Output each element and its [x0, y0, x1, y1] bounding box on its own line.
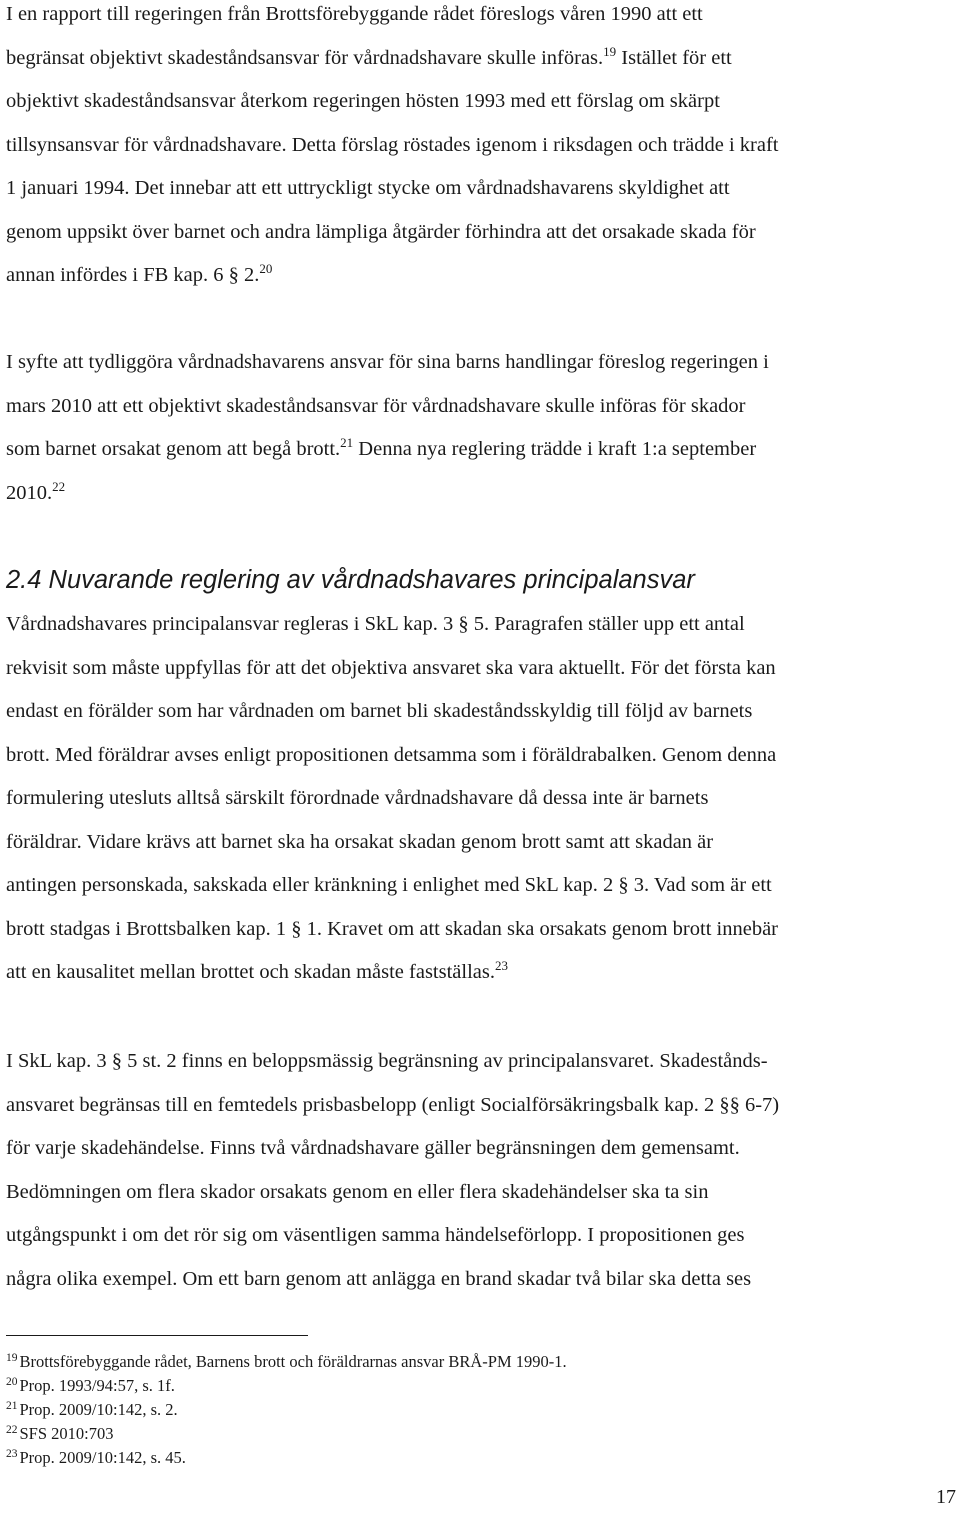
footnote-number: 19 [6, 1352, 18, 1364]
footnote-20 [6, 1374, 567, 1398]
footnote-ref-23[interactable]: 23 [495, 958, 508, 973]
footnote-divider [6, 1335, 308, 1336]
text-line: tillsynsansvar för vårdnadshavare. Detta förslag röstades igenom i riksdagen och trädde i kraft [6, 133, 779, 156]
text-line: I SkL kap. 3 § 5 st. 2 finns en beloppsmässig begränsning av principalansvaret. Skadestånds- [6, 1050, 768, 1072]
text-line: genom uppsikt över barnet och andra lämpliga åtgärder förhindra att det orsakade skada för [6, 220, 756, 243]
text-line: brott stadgas i Brottsbalken kap. 1 § 1. Kravet om att skadan ska orsakats genom brott innebär [6, 917, 778, 940]
footnote-number: 21 [6, 1400, 18, 1412]
text-line: som barnet orsakat genom att begå brott.$^{21}$ Denna nya reglering trädde i kraft 1:a september [6, 435, 757, 460]
text-line: att en kausalitet mellan brottet och skadan måste fastställas.$^{23}$ [6, 958, 508, 983]
footnote-22 [6, 1422, 567, 1446]
text-line: brott. Med föräldrar avses enligt propositionen detsamma som i föräldrabalken. Genom denna [6, 743, 777, 766]
footnote-number: 20 [6, 1376, 18, 1388]
text-line: I en rapport till regeringen från Brottsförebyggande rådet föreslogs våren 1990 att ett [6, 3, 703, 25]
footnotes [6, 1350, 567, 1470]
footnote-23 [6, 1446, 567, 1470]
footnote-ref-21[interactable]: 21 [340, 435, 354, 450]
footnote-ref-19[interactable]: 19 [603, 43, 617, 59]
footnote-text: Brottsförebyggande rådet, Barnens brott och föräldrarnas ansvar BRÅ-PM 1990-1. [19, 1352, 567, 1371]
text-line: mars 2010 att ett objektivt skadeståndsansvar för vårdnadshavare skulle införas för skador [6, 394, 746, 417]
paragraph-4 [6, 1040, 779, 1301]
text-line: I syfte att tydliggöra vårdnadshavarens ansvar för sina barns handlingar föreslog regeringen i [6, 351, 769, 373]
page-number: 17 [936, 1486, 956, 1508]
text-line: ansvaret begränsas till en femtedels prisbasbelopp (enligt Socialförsäkringsbalk kap. 2 §§ 6-7) [6, 1093, 780, 1116]
text-line: några olika exempel. Om ett barn genom att anlägga en brand skadar två bilar ska detta ses [6, 1267, 752, 1290]
text-line: annan infördes i FB kap. 6 § 2.20 [6, 261, 273, 286]
footnote-number: 22 [6, 1424, 18, 1436]
footnote-21 [6, 1398, 567, 1422]
text-line: formulering utesluts alltså särskilt förordnade vårdnadshavare då dessa inte är barnets [6, 787, 709, 809]
footnote-ref-22[interactable]: 22 [52, 478, 66, 494]
text-line: 2010.22 [6, 478, 66, 504]
paragraph-1 [6, 0, 778, 298]
footnote-19 [6, 1350, 567, 1374]
text-line: föräldrar. Vidare krävs att barnet ska ha orsakat skadan genom brott samt att skadan är [6, 830, 714, 853]
text-line: antingen personskada, sakskada eller kränkning i enlighet med SkL kap. 2 § 3. Vad som är ett [6, 874, 772, 896]
text-line: rekvisit som måste uppfyllas för att det objektiva ansvaret ska vara aktuellt. För det första kan [6, 656, 776, 679]
text-line: 1 januari 1994. Det innebar att ett uttryckligt stycke om vårdnadshavarens skyldighet att [6, 177, 730, 199]
section-heading: 2.4 Nuvarande reglering av vårdnadshavares principalansvar [6, 566, 695, 594]
text-line: begränsat objektivt skadeståndsansvar för vårdnadshavare skulle införas.$^{19}$ Istället för ett [6, 43, 732, 69]
text-line: Bedömningen om flera skador orsakats genom en eller flera skadehändelser ska ta sin [6, 1180, 709, 1203]
text-line: objektivt skadeståndsansvar återkom regeringen hösten 1993 med ett förslag om skärpt [6, 90, 720, 112]
text-line: utgångspunkt i om det rör sig om väsentligen samma händelseförlopp. I propositionen ges [6, 1224, 745, 1246]
text-line: Vårdnadshavares principalansvar regleras i SkL kap. 3 § 5. Paragrafen ställer upp ett antal [6, 613, 745, 635]
footnote-text: Prop. 1993/94:57, s. 1f. [19, 1376, 175, 1395]
paragraph-2 [6, 341, 769, 515]
text-line: endast en förälder som har vårdnaden om barnet bli skadeståndsskyldig till följd av barnets [6, 700, 753, 722]
paragraph-3 [6, 603, 778, 995]
footnote-ref-20[interactable]: 20 [259, 261, 273, 276]
text-line: för varje skadehändelse. Finns två vårdnadshavare gäller begränsningen dem gemensamt. [6, 1137, 740, 1159]
footnote-text: SFS 2010:703 [19, 1424, 114, 1443]
footnote-number: 23 [6, 1448, 18, 1460]
footnote-text: Prop. 2009/10:142, s. 45. [19, 1448, 186, 1467]
footnote-text: Prop. 2009/10:142, s. 2. [19, 1400, 178, 1419]
